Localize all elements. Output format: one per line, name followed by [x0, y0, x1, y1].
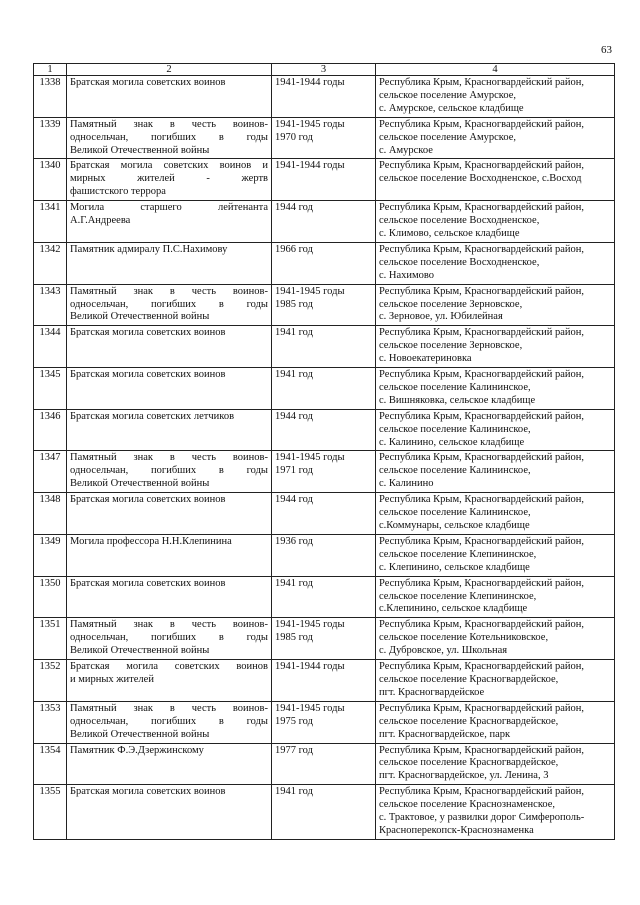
monument-location: [376, 117, 615, 159]
monument-location-line: Республика Крым, Красногвардейский район,: [379, 202, 584, 214]
monument-location: [376, 660, 615, 702]
table-row: [34, 242, 615, 284]
monument-location-line: Республика Крым, Красногвардейский район,: [379, 744, 584, 756]
monument-location-line: Республика Крым, Красногвардейский район,: [379, 702, 584, 714]
monument-location-line: Республика Крым, Красногвардейский район,: [379, 160, 584, 172]
monument-location-line: пгт. Красногвардейское, парк: [379, 728, 511, 740]
table-row: [34, 409, 615, 451]
monument-date-line: 1944 год: [275, 494, 313, 506]
monument-name-line: Братская могила советских летчиков: [70, 410, 235, 422]
monument-location-line: сельское поселение Зерновское,: [379, 340, 523, 352]
monument-location-line: сельское поселение Восходненское,: [379, 215, 540, 227]
monument-name-line: Памятник адмиралу П.С.Нахимову: [70, 243, 228, 255]
monument-location-line: пгт. Красногвардейское, ул. Ленина, 3: [379, 770, 549, 782]
monument-date: [272, 409, 376, 451]
row-number: 1340: [34, 159, 67, 201]
monument-location-line: сельское поселение Восходненское,: [379, 256, 540, 268]
monument-date-line: 1941-1944 годы: [275, 77, 345, 88]
monument-location-line: сельское поселение Клепининское,: [379, 548, 537, 560]
monument-name-line: Братская могила советских воинов: [70, 77, 226, 88]
monument-name-line: Великой Отечественной войны: [70, 311, 210, 323]
table-row: [34, 493, 615, 535]
table-row: [34, 534, 615, 576]
monument-name: [67, 785, 272, 840]
monument-name-line: Братская могила советских воинов: [70, 661, 268, 673]
monument-location-line: сельское поселение Клепининское,: [379, 590, 537, 602]
monument-location-line: с. Новоекатериновка: [379, 353, 472, 365]
monument-date: [272, 201, 376, 243]
monument-location-line: сельское поселение Амурское,: [379, 89, 516, 101]
monument-location: [376, 242, 615, 284]
row-number: 1351: [34, 618, 67, 660]
monument-date: [272, 743, 376, 785]
monument-name-line: и мирных жителей: [70, 673, 154, 685]
monument-date: [272, 493, 376, 535]
table-row: [34, 159, 615, 201]
monument-date: [272, 618, 376, 660]
monument-name: [67, 284, 272, 326]
monument-location-line: сельское поселение Краснознаменское,: [379, 799, 556, 811]
monument-date: [272, 576, 376, 618]
monument-location-line: Республика Крым, Красногвардейский район,: [379, 118, 584, 130]
monument-date-line: 1985 год: [275, 298, 313, 310]
monument-date-line: 1941-1945 годы: [275, 702, 345, 714]
monument-date-line: 1944 год: [275, 410, 313, 422]
monument-name-line: Могила старшего лейтенанта: [70, 202, 268, 214]
monument-name-line: Великой Отечественной войны: [70, 144, 210, 156]
monument-name-line: Памятный знак в честь воинов-: [70, 285, 268, 297]
monument-date-line: 1941-1945 годы: [275, 285, 345, 297]
table-row: [34, 201, 615, 243]
row-number: 1338: [34, 76, 67, 118]
monument-date-line: 1941-1945 годы: [275, 452, 345, 464]
monument-date-line: 1975 год: [275, 715, 313, 727]
monument-name: [67, 242, 272, 284]
monument-location: [376, 743, 615, 785]
monument-name-line: Братская могила советских воинов: [70, 369, 226, 381]
row-number: 1355: [34, 785, 67, 840]
monument-location-line: Республика Крым, Красногвардейский район,: [379, 243, 584, 255]
row-number: 1343: [34, 284, 67, 326]
monument-name-line: Братская могила советских воинов: [70, 577, 226, 589]
monument-date-line: 1941 год: [275, 577, 313, 589]
monument-location: [376, 284, 615, 326]
table-row: [34, 743, 615, 785]
monument-date: [272, 326, 376, 368]
monument-location-line: Красноперекопск-Краснознаменка: [379, 824, 534, 836]
row-number: 1353: [34, 701, 67, 743]
monument-location-line: с. Амурское, сельское кладбище: [379, 102, 524, 114]
monument-location-line: сельское поселение Зерновское,: [379, 298, 523, 310]
monument-date-line: 1941-1945 годы: [275, 118, 345, 130]
monument-location: [376, 618, 615, 660]
monuments-table: [33, 63, 615, 840]
monument-location: [376, 785, 615, 840]
table-row: [34, 660, 615, 702]
monument-location-line: Республика Крым, Красногвардейский район,: [379, 619, 584, 631]
monument-location: [376, 159, 615, 201]
monument-date: [272, 242, 376, 284]
table-row: [34, 785, 615, 840]
monument-name: [67, 409, 272, 451]
monument-location: [376, 493, 615, 535]
monument-date-line: 1941 год: [275, 327, 313, 339]
monument-name-line: Могила профессора Н.Н.Клепинина: [70, 535, 232, 547]
column-header-name: 2: [67, 64, 272, 76]
row-number: 1345: [34, 368, 67, 410]
table-row: [34, 618, 615, 660]
monument-name-line: односельчан, погибших в годы: [70, 465, 268, 477]
monument-name-line: односельчан, погибших в годы: [70, 298, 268, 310]
monument-name: [67, 368, 272, 410]
monument-location-line: с. Трактовое, у развилки дорог Симферополь-: [379, 812, 585, 824]
monument-name-line: Памятный знак в честь воинов-: [70, 702, 268, 714]
monument-location-line: с. Нахимово: [379, 269, 435, 281]
column-header-number: 1: [34, 64, 67, 76]
monument-date: [272, 159, 376, 201]
monument-location-line: Республика Крым, Красногвардейский район,: [379, 535, 584, 547]
monument-location: [376, 368, 615, 410]
monument-location: [376, 409, 615, 451]
monument-date: [272, 701, 376, 743]
monument-location-line: с. Калинино: [379, 478, 434, 490]
table-row: [34, 117, 615, 159]
monument-location: [376, 201, 615, 243]
monument-location-line: сельское поселение Красногвардейское,: [379, 715, 559, 727]
monument-location-line: с. Вишняковка, сельское кладбище: [379, 394, 536, 406]
row-number: 1354: [34, 743, 67, 785]
monument-location-line: с. Дубровское, ул. Школьная: [379, 645, 508, 657]
column-header-location: 4: [376, 64, 615, 76]
monument-date-line: 1941-1945 годы: [275, 619, 345, 631]
monument-date: [272, 117, 376, 159]
monument-location: [376, 701, 615, 743]
monument-date: [272, 368, 376, 410]
monument-location-line: сельское поселение Калининское,: [379, 381, 531, 393]
table-row: [34, 576, 615, 618]
monument-name: [67, 117, 272, 159]
table-row: [34, 701, 615, 743]
header-row: [34, 64, 615, 76]
monument-location: [376, 451, 615, 493]
monument-name-line: мирных жителей - жертв: [70, 173, 268, 185]
monument-date-line: 1936 год: [275, 535, 313, 547]
monument-name-line: односельчан, погибших в годы: [70, 131, 268, 143]
monument-location-line: Республика Крым, Красногвардейский район,: [379, 494, 584, 506]
monument-date-line: 1977 год: [275, 744, 313, 756]
table-row: [34, 326, 615, 368]
row-number: 1349: [34, 534, 67, 576]
monument-location-line: Республика Крым, Красногвардейский район,: [379, 327, 584, 339]
monument-location-line: Республика Крым, Красногвардейский район,: [379, 786, 584, 798]
monument-location: [376, 76, 615, 118]
table-row: [34, 451, 615, 493]
monument-location-line: с. Амурское: [379, 144, 433, 156]
monument-name-line: Памятный знак в честь воинов-: [70, 452, 268, 464]
table-row: [34, 76, 615, 118]
monument-name-line: фашистского террора: [70, 186, 166, 198]
monument-date-line: 1944 год: [275, 202, 313, 214]
monument-location-line: Республика Крым, Красногвардейский район,: [379, 410, 584, 422]
monument-name-line: Великой Отечественной войны: [70, 645, 210, 657]
monument-name: [67, 660, 272, 702]
monument-date-line: 1971 год: [275, 465, 313, 477]
monument-location-line: с.Клепинино, сельское кладбище: [379, 603, 528, 615]
monument-location-line: Республика Крым, Красногвардейский район,: [379, 661, 584, 673]
monument-name-line: Памятный знак в честь воинов-: [70, 118, 268, 130]
table-row: [34, 284, 615, 326]
table-row: [34, 368, 615, 410]
monument-name-line: А.Г.Андреева: [70, 215, 131, 227]
monument-date-line: 1941 год: [275, 786, 313, 798]
monument-date: [272, 660, 376, 702]
monument-location-line: сельское поселение Восходненское, с.Восход: [379, 173, 582, 185]
monument-location-line: сельское поселение Красногвардейское,: [379, 673, 559, 685]
row-number: 1350: [34, 576, 67, 618]
page-number: 63: [601, 44, 612, 56]
monument-location: [376, 534, 615, 576]
monument-location-line: сельское поселение Амурское,: [379, 131, 516, 143]
monument-location-line: Республика Крым, Красногвардейский район,: [379, 285, 584, 297]
monument-date-line: 1941 год: [275, 369, 313, 381]
table-body: [34, 76, 615, 840]
row-number: 1346: [34, 409, 67, 451]
monument-date: [272, 76, 376, 118]
row-number: 1339: [34, 117, 67, 159]
monument-date-line: 1941-1944 годы: [275, 160, 345, 172]
monument-location-line: с. Климово, сельское кладбище: [379, 227, 520, 239]
monument-date: [272, 284, 376, 326]
monument-date-line: 1966 год: [275, 243, 313, 255]
monument-date: [272, 451, 376, 493]
column-header-date: 3: [272, 64, 376, 76]
monument-name-line: Братская могила советских воинов: [70, 494, 226, 506]
monument-date: [272, 534, 376, 576]
monument-location-line: Республика Крым, Красногвардейский район,: [379, 577, 584, 589]
monument-name-line: Братская могила советских воинов: [70, 786, 226, 798]
monument-name: [67, 701, 272, 743]
monument-name-line: Памятник Ф.Э.Дзержинскому: [70, 744, 204, 756]
row-number: 1347: [34, 451, 67, 493]
monument-name-line: Великой Отечественной войны: [70, 728, 210, 740]
monument-location-line: сельское поселение Калининское,: [379, 465, 531, 477]
monument-location-line: Республика Крым, Красногвардейский район,: [379, 77, 584, 88]
monument-location: [376, 576, 615, 618]
monument-location-line: с. Калинино, сельское кладбище: [379, 436, 525, 448]
monument-name: [67, 618, 272, 660]
monument-location-line: сельское поселение Котельниковское,: [379, 632, 549, 644]
monument-name: [67, 534, 272, 576]
row-number: 1342: [34, 242, 67, 284]
table-header: [34, 64, 615, 76]
monument-location-line: Республика Крым, Красногвардейский район,: [379, 452, 584, 464]
monument-name: [67, 451, 272, 493]
monument-location-line: сельское поселение Калининское,: [379, 507, 531, 519]
row-number: 1344: [34, 326, 67, 368]
monument-date: [272, 785, 376, 840]
row-number: 1341: [34, 201, 67, 243]
monument-location-line: сельское поселение Красногвардейское,: [379, 757, 559, 769]
monument-location-line: пгт. Красногвардейское: [379, 686, 485, 698]
monument-name: [67, 76, 272, 118]
monument-name-line: односельчан, погибших в годы: [70, 632, 268, 644]
monument-name: [67, 576, 272, 618]
monument-date-line: 1985 год: [275, 632, 313, 644]
monument-name: [67, 326, 272, 368]
monument-location-line: сельское поселение Калининское,: [379, 423, 531, 435]
row-number: 1352: [34, 660, 67, 702]
row-number: 1348: [34, 493, 67, 535]
monument-date-line: 1970 год: [275, 131, 313, 143]
monument-location-line: с. Зерновое, ул. Юбилейная: [379, 311, 503, 323]
monument-location-line: Республика Крым, Красногвардейский район,: [379, 369, 584, 381]
monument-name: [67, 493, 272, 535]
monument-name: [67, 743, 272, 785]
monument-name-line: Братская могила советских воинов: [70, 327, 226, 339]
monument-location: [376, 326, 615, 368]
monument-name: [67, 159, 272, 201]
monument-name-line: односельчан, погибших в годы: [70, 715, 268, 727]
monument-name-line: Памятный знак в честь воинов-: [70, 619, 268, 631]
monument-name: [67, 201, 272, 243]
monument-date-line: 1941-1944 годы: [275, 661, 345, 673]
monument-location-line: с. Клепинино, сельское кладбище: [379, 561, 530, 573]
monument-name-line: Великой Отечественной войны: [70, 478, 210, 490]
monument-location-line: с.Коммунары, сельское кладбище: [379, 520, 530, 531]
monument-name-line: Братская могила советских воинов и: [70, 160, 268, 172]
